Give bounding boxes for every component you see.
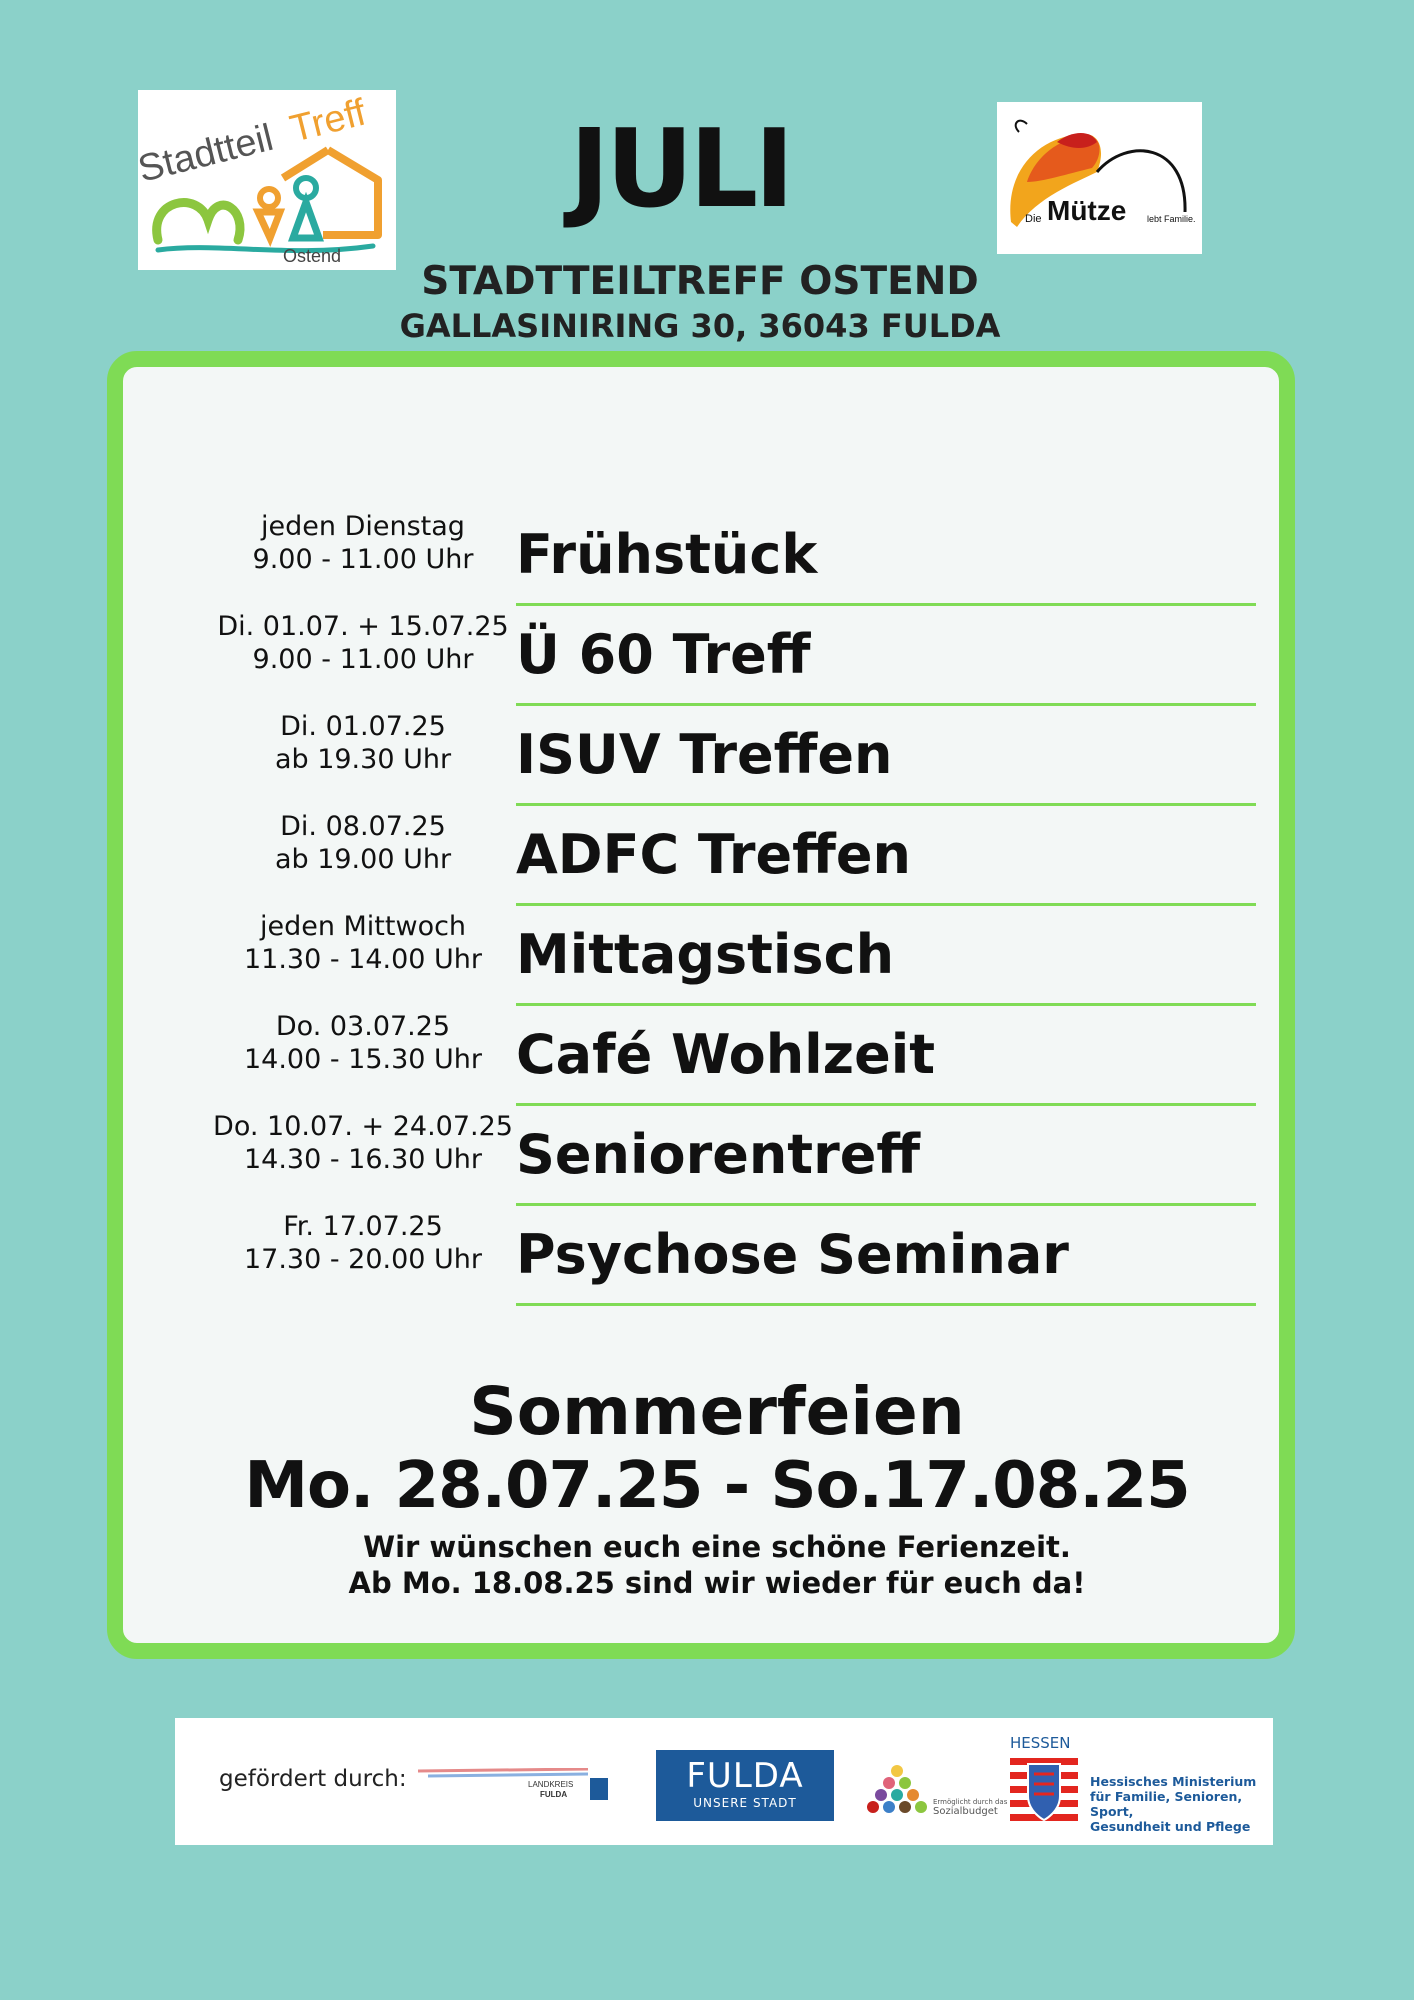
- event-title: ISUV Treffen: [516, 723, 893, 786]
- hessen-ministry-text: [1090, 1774, 1273, 1834]
- divider: [516, 603, 1256, 606]
- landkreis-line1: LANDKREIS: [528, 1780, 574, 1789]
- event-title: Mittagstisch: [516, 923, 895, 986]
- event-row: [123, 910, 1311, 1010]
- event-when: [193, 810, 533, 876]
- event-day: Di. 01.07.25: [280, 711, 446, 742]
- hessen-line2: für Familie, Senioren, Sport,: [1090, 1789, 1243, 1819]
- event-day: jeden Dienstag: [261, 511, 465, 542]
- event-title: Café Wohlzeit: [516, 1023, 936, 1086]
- event-day: Di. 08.07.25: [280, 811, 446, 842]
- event-when: [193, 1110, 533, 1176]
- closure-message-line2: Ab Mo. 18.08.25 sind wir wieder für euch da!: [348, 1566, 1086, 1600]
- landkreis-line2: FULDA: [540, 1790, 568, 1799]
- hessen-coat-of-arms-icon: [1010, 1756, 1078, 1826]
- event-day: jeden Mittwoch: [259, 911, 467, 942]
- event-row: [123, 710, 1311, 810]
- sozialbudget-icon: [867, 1763, 929, 1821]
- event-time: 14.00 - 15.30 Uhr: [243, 1044, 483, 1075]
- event-title: Ü 60 Treff: [516, 623, 811, 686]
- event-row: [123, 1210, 1311, 1310]
- logo-text-ostend: Ostend: [283, 246, 342, 266]
- sponsor-label: gefördert durch:: [219, 1766, 407, 1792]
- logo-text-die: Die: [1025, 213, 1042, 225]
- event-day: Do. 10.07. + 24.07.25: [213, 1111, 513, 1142]
- logo-text-treff: Treff: [286, 91, 370, 151]
- event-when: [193, 910, 533, 976]
- event-when: [193, 1210, 533, 1276]
- schedule-card: [107, 351, 1295, 1659]
- divider: [516, 903, 1256, 906]
- event-day: Do. 03.07.25: [275, 1011, 451, 1042]
- divider: [516, 703, 1256, 706]
- logo-text-muetze: Mütze: [1047, 195, 1127, 226]
- event-row: [123, 1010, 1311, 1110]
- hessen-heading: HESSEN: [1010, 1734, 1071, 1752]
- divider: [516, 1203, 1256, 1206]
- event-day: Fr. 17.07.25: [283, 1211, 443, 1242]
- event-when: [193, 1010, 533, 1076]
- hessen-line3: Gesundheit und Pflege: [1090, 1819, 1251, 1834]
- event-row: [123, 1110, 1311, 1210]
- event-title: Seniorentreff: [516, 1123, 921, 1186]
- closure-message-line1: Wir wünschen euch eine schöne Ferienzeit.: [363, 1530, 1071, 1564]
- event-when: [193, 510, 533, 576]
- muetze-logo: [997, 102, 1202, 254]
- sponsor-strip: [175, 1718, 1273, 1845]
- org-name: STADTTEILTREFF OSTEND: [421, 259, 979, 304]
- hessen-line1: Hessisches Ministerium: [1090, 1774, 1257, 1789]
- divider: [516, 803, 1256, 806]
- event-row: [123, 810, 1311, 910]
- page-title: JULI: [569, 107, 791, 232]
- sozialbudget-line2: Sozialbudget: [933, 1806, 998, 1817]
- event-title: ADFC Treffen: [516, 823, 911, 886]
- event-time: ab 19.00 Uhr: [274, 844, 452, 875]
- event-time: 9.00 - 11.00 Uhr: [252, 644, 474, 675]
- event-time: 9.00 - 11.00 Uhr: [252, 544, 474, 575]
- landkreis-fulda-logo: [418, 1768, 613, 1802]
- event-when: [193, 710, 533, 776]
- event-title: Frühstück: [516, 523, 818, 586]
- event-time: ab 19.30 Uhr: [274, 744, 452, 775]
- event-time: 17.30 - 20.00 Uhr: [243, 1244, 483, 1275]
- org-address: GALLASINIRING 30, 36043 FULDA: [399, 307, 1001, 345]
- landkreis-crest-icon: [590, 1778, 608, 1800]
- sozialbudget-line1: Ermöglicht durch das: [933, 1798, 1008, 1806]
- event-time: 11.30 - 14.00 Uhr: [243, 944, 483, 975]
- divider: [516, 1103, 1256, 1106]
- sozialbudget-text: [933, 1798, 1007, 1816]
- fulda-main-text: FULDA: [686, 1756, 804, 1796]
- stadtteiltreff-logo: [138, 90, 396, 270]
- event-time: 14.30 - 16.30 Uhr: [243, 1144, 483, 1175]
- fulda-sub-text: UNSERE STADT: [693, 1796, 797, 1810]
- event-row: [123, 610, 1311, 710]
- event-day: Di. 01.07. + 15.07.25: [217, 611, 509, 642]
- event-title: Psychose Seminar: [516, 1223, 1069, 1286]
- closure-dates: Mo. 28.07.25 - So.17.08.25: [244, 1449, 1190, 1523]
- event-row: [123, 510, 1311, 610]
- closure-title: Sommerfeien: [469, 1373, 965, 1450]
- divider: [516, 1003, 1256, 1006]
- event-when: [193, 610, 533, 676]
- fulda-stadt-logo: [656, 1750, 834, 1821]
- logo-text-stadtteil: Stadtteil: [138, 116, 278, 191]
- logo-text-tagline: lebt Familie.: [1147, 214, 1196, 224]
- divider: [516, 1303, 1256, 1306]
